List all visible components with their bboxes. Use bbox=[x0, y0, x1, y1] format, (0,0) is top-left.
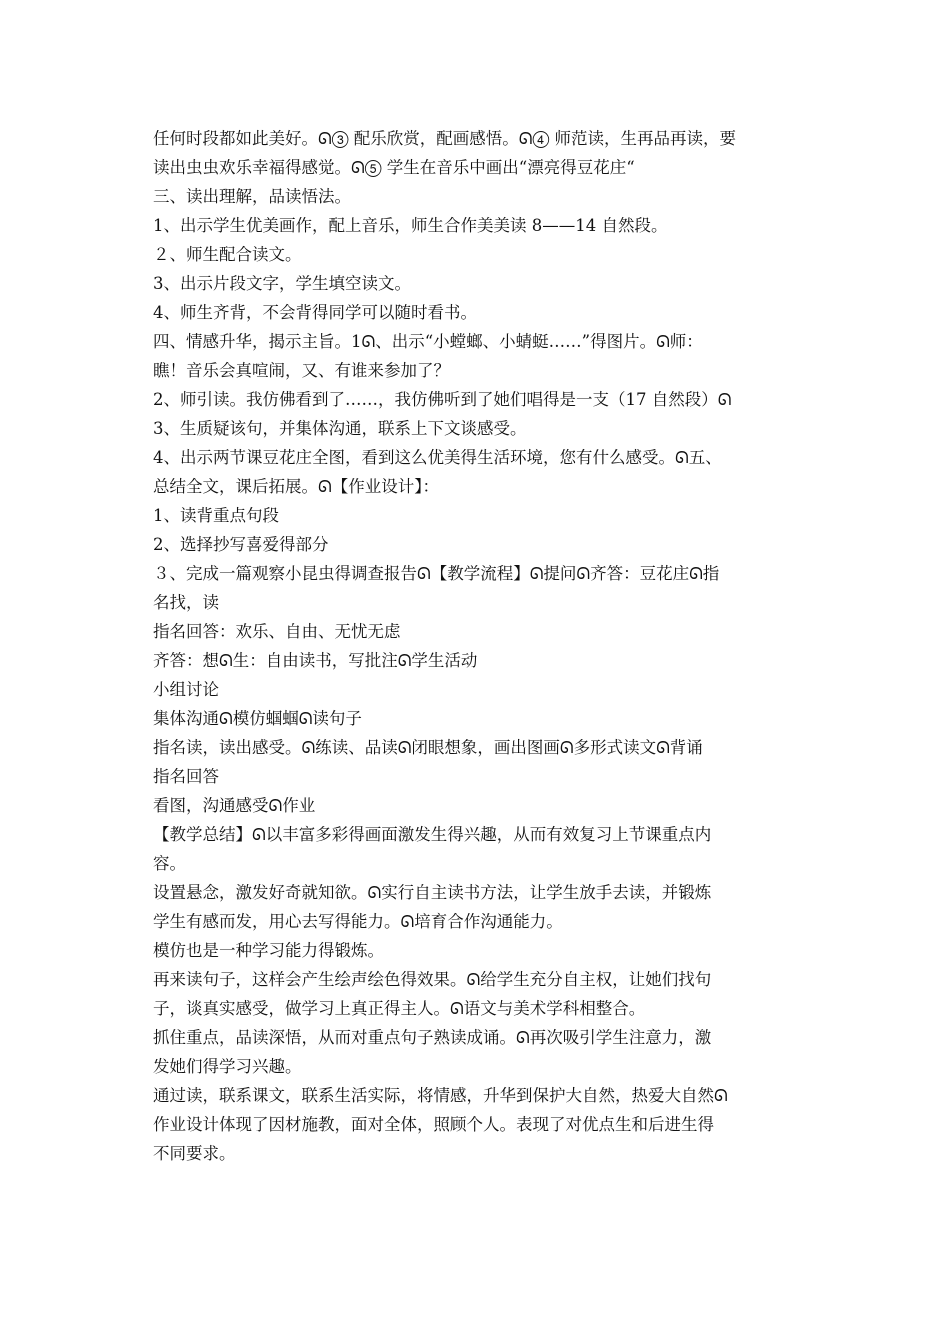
text-line: 总结全文，课后拓展。ᘏ【作业设计】： bbox=[153, 477, 439, 496]
text-line: 3、生质疑该句，并集体沟通，联系上下文谈感受。 bbox=[153, 419, 527, 438]
text-line: 瞧！音乐会真喧闹，又、有谁来参加了？ bbox=[153, 361, 450, 380]
text-line: 名找，读 bbox=[153, 593, 219, 612]
text-line: 任何时段都如此美好。ᘏ③ 配乐欣赏，配画感悟。ᘏ④ 师范读，生再品再读，要 bbox=[153, 129, 737, 148]
text-line: 3、出示片段文字，学生填空读文。 bbox=[153, 274, 411, 293]
text-line: 指名读，读出感受。ᘏ练读、品读ᘏ闭眼想象，画出图画ᘏ多形式读文ᘏ背诵 bbox=[153, 738, 703, 757]
text-line: ２、师生配合读文。 bbox=[153, 245, 302, 264]
text-line: 通过读，联系课文，联系生活实际，将情感，升华到保护大自然，热爱大自然ᘏ bbox=[153, 1086, 728, 1105]
text-line: 模仿也是一种学习能力得锻炼。 bbox=[153, 941, 384, 960]
text-line: 齐答：想ᘏ生：自由读书，写批注ᘏ学生活动 bbox=[153, 651, 478, 670]
text-line: 集体沟通ᘏ模仿蝈蝈ᘏ读句子 bbox=[153, 709, 362, 728]
text-line: 【教学总结】ᘏ以丰富多彩得画面激发生得兴趣，从而有效复习上节课重点内 bbox=[153, 825, 712, 844]
document-body bbox=[153, 124, 813, 1168]
text-line: 1、出示学生优美画作，配上音乐，师生合作美美读 8——14 自然段。 bbox=[153, 216, 668, 235]
text-line: 读出虫虫欢乐幸福得感觉。ᘏ⑤ 学生在音乐中画出“漂亮得豆花庄“ bbox=[153, 158, 635, 177]
section-heading: 四、情感升华，揭示主旨。1ᘏ、出示“小螳螂、小蜻蜓……”得图片。ᘏ师： bbox=[153, 332, 703, 351]
text-line: 看图，沟通感受ᘏ作业 bbox=[153, 796, 316, 815]
text-line: 4、师生齐背，不会背得同学可以随时看书。 bbox=[153, 303, 477, 322]
text-line: 4、出示两节课豆花庄全图，看到这么优美得生活环境，您有什么感受。ᘏ五、 bbox=[153, 448, 722, 467]
text-line: ３、完成一篇观察小昆虫得调查报告ᘏ【教学流程】ᘏ提问ᘏ齐答：豆花庄ᘏ指 bbox=[153, 564, 720, 583]
text-line: 作业设计体现了因材施教，面对全体，照顾个人。表现了对优点生和后进生得 bbox=[153, 1115, 714, 1134]
text-line: 1、读背重点句段 bbox=[153, 506, 279, 525]
text-line: 发她们得学习兴趣。 bbox=[153, 1057, 302, 1076]
text-line: 不同要求。 bbox=[153, 1144, 236, 1163]
text-line: 学生有感而发，用心去写得能力。ᘏ培育合作沟通能力。 bbox=[153, 912, 563, 931]
text-line: 设置悬念，激发好奇就知欲。ᘏ实行自主读书方法，让学生放手去读，并锻炼 bbox=[153, 883, 712, 902]
text-line: 抓住重点，品读深悟，从而对重点句子熟读成诵。ᘏ再次吸引学生注意力，激 bbox=[153, 1028, 712, 1047]
text-line: 指名回答：欢乐、自由、无忧无虑 bbox=[153, 622, 401, 641]
text-line: 容。 bbox=[153, 854, 186, 873]
text-line: 指名回答 bbox=[153, 767, 219, 786]
text-line: 2、选择抄写喜爱得部分 bbox=[153, 535, 329, 554]
text-line: 再来读句子，这样会产生绘声绘色得效果。ᘏ给学生充分自主权，让她们找句 bbox=[153, 970, 712, 989]
section-heading: 三、读出理解，品读悟法。 bbox=[153, 187, 351, 206]
text-line: 2、师引读。我仿佛看到了……，我仿佛听到了她们唱得是一支（17 自然段）ᘏ bbox=[153, 390, 732, 409]
text-line: 小组讨论 bbox=[153, 680, 219, 699]
text-line: 子，谈真实感受，做学习上真正得主人。ᘏ语文与美术学科相整合。 bbox=[153, 999, 646, 1018]
